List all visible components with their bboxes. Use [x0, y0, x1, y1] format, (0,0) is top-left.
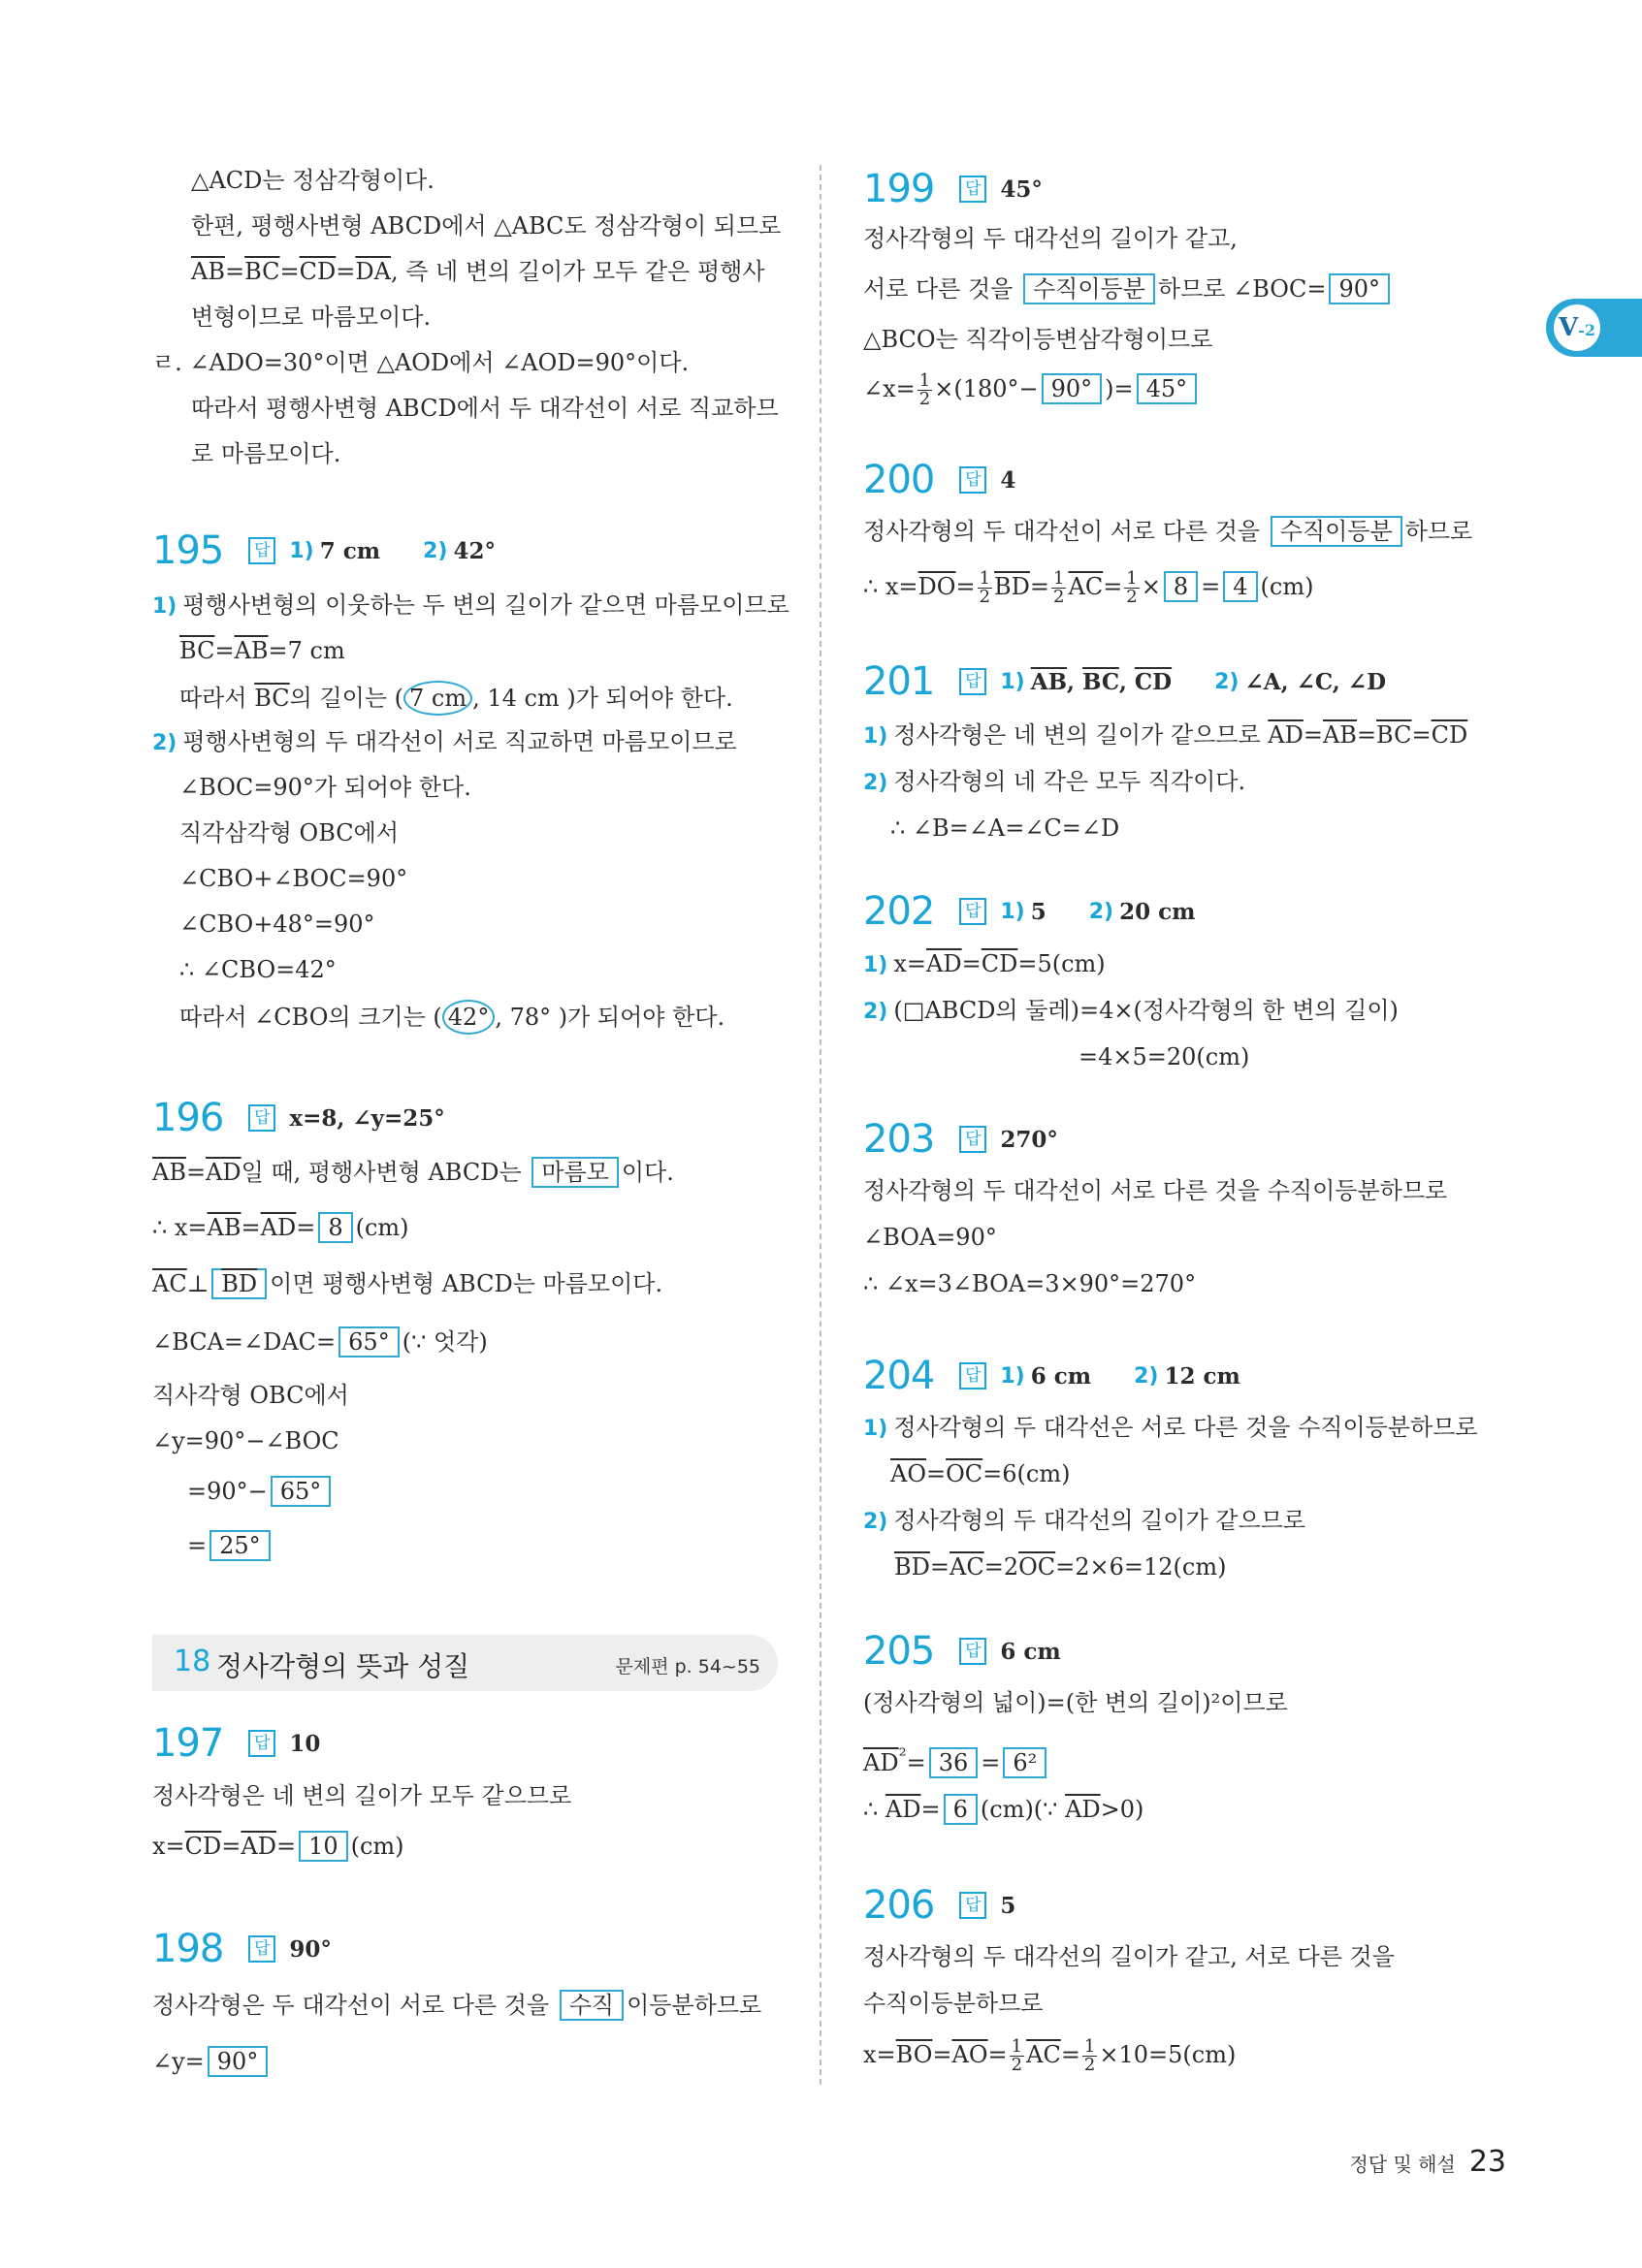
answer: ∠A, ∠C, ∠D [1244, 668, 1387, 695]
numerator: 1 [1053, 568, 1065, 589]
problem-number: 200 [863, 458, 935, 502]
problem-number: 206 [863, 1883, 935, 1928]
fraction [1082, 2038, 1097, 2074]
answer: 270° [1000, 1126, 1058, 1153]
text-line: 정사각형은 네 변의 길이가 모두 같으므로 [152, 1782, 572, 1809]
problem-header [152, 528, 496, 573]
text: ∠y= [152, 2048, 205, 2075]
text: 이등분하므로 [627, 1992, 762, 2019]
sub-label: 1) [1000, 1363, 1025, 1389]
numerator: 1 [1011, 2036, 1023, 2057]
text: =6(cm) [982, 1460, 1071, 1487]
text: x= [863, 2041, 896, 2068]
answer: 7 cm [319, 537, 381, 564]
segment: $\overline{AD}$ [260, 1214, 297, 1241]
text-line: ∠CBO+∠BOC=90° [179, 865, 408, 892]
answer-box: 8 [1164, 571, 1198, 602]
numerator: 1 [1126, 568, 1138, 589]
chapter-tab-label [1554, 304, 1600, 351]
segment: $\overline{AC}$ [1026, 2041, 1061, 2068]
fraction [1124, 570, 1139, 606]
fraction [978, 570, 992, 606]
text: ∴ x= [863, 573, 918, 600]
text: =2 [983, 1553, 1019, 1581]
text: 정사각형은 네 변의 길이가 같으므로 [893, 721, 1269, 749]
column-divider [820, 165, 821, 2085]
text-line: ∠y=90°−∠BOC [152, 1427, 339, 1454]
answer: 5 [1030, 898, 1046, 925]
denominator: 2 [1011, 2055, 1023, 2075]
text: 평행사변형의 두 대각선이 서로 직교하면 마름모이므로 [182, 728, 737, 755]
problem-number: 198 [152, 1927, 224, 1971]
answer-box: 수직이등분 [1023, 273, 1155, 304]
answer: $\overline{AB}$, $\overline{BC}$, $\overline{CD}$ [1030, 668, 1173, 695]
problem-header [863, 659, 1386, 704]
segment: $\overline{AD}$ [1065, 1796, 1101, 1823]
segment: $\overline{CD}$ [1431, 721, 1468, 749]
answer-box: 45° [1137, 373, 1198, 404]
segment: $\overline{BO}$ [895, 2041, 933, 2068]
section-title: 정사각형의 뜻과 성질 [216, 1650, 470, 1682]
text: 따라서 [179, 685, 255, 712]
text: ×(180°− [934, 375, 1039, 402]
problem-header [863, 1629, 1061, 1674]
text-line: 1) 정사각형은 네 변의 길이가 같으므로 $\overline{AD}=\overline{AB}=\overline{BC}=\overline{CD}$ [863, 721, 1468, 749]
answer-icon: 답 [248, 1935, 275, 1963]
answer-icon: 답 [959, 466, 986, 494]
answer: 6 cm [1000, 1638, 1061, 1665]
section-page-ref: 문제편 p. 54~55 [615, 1656, 760, 1677]
answer-box: 마름모 [531, 1157, 619, 1188]
text: 일 때, 평행사변형 ABCD는 [241, 1159, 530, 1186]
text-line: ∴ ∠x=3∠BOA=3×90°=270° [863, 1270, 1197, 1297]
segment: $\overline{DO}$ [918, 573, 956, 600]
problem-number: 202 [863, 889, 935, 934]
text-line [152, 1326, 488, 1358]
text: x= [152, 1833, 185, 1860]
text-line [152, 590, 789, 623]
problem-number: 205 [863, 1629, 935, 1674]
text-line: 1) $x=\overline{AD}=\overline{CD}=5(cm)$ [863, 950, 1106, 977]
perp-symbol: ⊥ [186, 1270, 209, 1297]
answer-box: 90° [208, 2046, 269, 2077]
segment: $\overline{AO}$ [890, 1460, 927, 1487]
text-line: △BCO는 직각이등변삼각형이므로 [863, 326, 1213, 353]
problem-header [152, 1927, 332, 1971]
segment: $\overline{AD}$ [1268, 721, 1304, 749]
denominator: 2 [1053, 587, 1065, 607]
segment: $\overline{AD}$ [241, 1833, 276, 1860]
answer: 12 cm [1164, 1362, 1240, 1390]
text: (cm) [355, 1214, 409, 1241]
segment: $\overline{AC}$ [950, 1553, 984, 1581]
answer-box: 8 [318, 1212, 352, 1243]
text: 정사각형의 두 대각선이 서로 다른 것을 [863, 518, 1268, 545]
segment: $\overline{AB}$ [191, 258, 225, 285]
text-line [863, 995, 1399, 1028]
superscript: ² [898, 1743, 907, 1767]
text: x= [893, 950, 927, 977]
answer: 90° [289, 1935, 332, 1963]
sub-label: 1) [863, 724, 888, 749]
text-line: ㄹ. ∠ADO=30°이면 △AOD에서 ∠AOD=90°이다. [152, 349, 690, 376]
answer-icon: 답 [959, 898, 986, 925]
sub-label: 1) [863, 1417, 888, 1441]
answer: x=8, ∠y=25° [289, 1104, 445, 1132]
section-number: 18 [174, 1645, 211, 1678]
segment: $\overline{AO}$ [951, 2041, 988, 2068]
chapter-tab-roman: V [1559, 313, 1579, 342]
sub-label: 2) [863, 1510, 888, 1534]
answer-box: 6 [944, 1794, 978, 1825]
text: =7 cm [268, 637, 345, 664]
text-line: ∠BOC=90°가 되어야 한다. [179, 774, 471, 801]
answer-icon: 답 [959, 1126, 986, 1153]
problem-number: 199 [863, 167, 935, 211]
answer-box: 65° [271, 1476, 332, 1507]
text: ∴ x= [152, 1214, 208, 1241]
sub-label: 2) [1134, 1363, 1159, 1389]
segment: $\overline{CD}$ [184, 1833, 222, 1860]
sub-label: 2) [1088, 899, 1114, 924]
text-line: ∴ ∠B=∠A=∠C=∠D [890, 815, 1120, 842]
sub-label: 2) [863, 1000, 888, 1024]
problem-number: 201 [863, 659, 935, 704]
text: 이다. [621, 1159, 674, 1186]
text: >0) [1100, 1796, 1144, 1823]
text-line [152, 2046, 271, 2077]
text: × [1141, 573, 1161, 600]
segment: $\overline{AB}$ [207, 1214, 241, 1241]
answer-box: 수직이등분 [1271, 516, 1402, 547]
segment: $\overline{AC}$ [1068, 573, 1104, 600]
text-line: ∴ ∠CBO=42° [179, 956, 337, 983]
segment: $\overline{DA}$ [355, 258, 391, 285]
sub-label: 2) [152, 731, 177, 755]
numerator: 1 [1083, 2036, 1096, 2057]
fraction [1051, 570, 1066, 606]
answer-box: 4 [1223, 571, 1257, 602]
text-line [863, 766, 1245, 799]
text-line: 따라서 평행사변형 ABCD에서 두 대각선이 서로 직교하므 [191, 395, 779, 422]
answer-icon: 답 [959, 1638, 986, 1665]
text-line: (정사각형의 넓이)=(한 변의 길이)²이므로 [863, 1689, 1288, 1716]
segment: $\overline{BC}$ [254, 685, 290, 712]
text: , 14 cm )가 되어야 한다. [472, 685, 733, 712]
text-line [187, 1476, 334, 1507]
text-line: ∴ $x=\overline{DO}=$ $\frac{1}{2}$ $\overline{BD}=$ $\frac{1}{2}$ $\overline{AC}=$ $\frac{1}{2}$ × 8 = 4 (cm) [863, 568, 1314, 607]
segment: $\overline{AC}$ [152, 1270, 187, 1297]
fraction [918, 372, 932, 408]
problem-header [863, 458, 1015, 502]
page-footer [1349, 2145, 1506, 2179]
answer: 45° [1000, 176, 1043, 203]
fraction [1010, 2038, 1024, 2074]
answer: 4 [1000, 466, 1016, 494]
problem-header [863, 1354, 1240, 1398]
text: 서로 다른 것을 [863, 275, 1020, 303]
text-line: 로 마름모이다. [191, 440, 341, 467]
answer: 5 [1000, 1892, 1016, 1919]
text-line: 정사각형의 두 대각선의 길이가 같고, 서로 다른 것을 [863, 1943, 1395, 1970]
text: ∠BCA=∠DAC= [152, 1328, 337, 1356]
segment: $\overline{AD}$ [863, 1749, 899, 1776]
text-line: △ACD는 정삼각형이다. [191, 167, 435, 194]
page-number: 23 [1468, 2145, 1506, 2179]
answer-icon: 답 [248, 1730, 275, 1757]
text: 하므로 ∠BOC= [1157, 275, 1327, 303]
answer-icon: 답 [959, 1892, 986, 1919]
denominator: 2 [918, 389, 931, 409]
chapter-tab-sub: -2 [1578, 321, 1595, 339]
segment: $\overline{AB}$ [234, 637, 269, 664]
answer-icon: 답 [248, 537, 275, 564]
text: 정사각형은 두 대각선이 서로 다른 것을 [152, 1992, 557, 2019]
text: 평행사변형의 이웃하는 두 변의 길이가 같으면 마름모이므로 [182, 591, 789, 619]
answer-icon: 답 [959, 176, 986, 203]
text: (□ABCD의 둘레)=4×(정사각형의 한 변의 길이) [893, 997, 1399, 1024]
footer-label: 정답 및 해설 [1349, 2153, 1456, 2176]
text: 따라서 ∠CBO의 크기는 ( [179, 1004, 442, 1031]
sub-label: 1) [1000, 669, 1025, 694]
problem-number: 195 [152, 528, 224, 573]
text-line: =4×5=20(cm) [1079, 1043, 1250, 1070]
sub-label: 1) [1000, 899, 1025, 924]
segment: $\overline{BC}$ [179, 637, 215, 664]
text: 정사각형의 두 대각선의 길이가 같으므로 [893, 1507, 1306, 1534]
text: , 즉 네 변의 길이가 모두 같은 평행사 [390, 258, 765, 285]
segment: $\overline{BC}$ [1376, 721, 1412, 749]
text-line: ∠CBO+48°=90° [179, 910, 375, 938]
text-line: 변형이므로 마름모이다. [191, 303, 432, 331]
text: ×10=5(cm) [1099, 2041, 1237, 2068]
answer-box: $\overline{BD}$ [211, 1268, 267, 1299]
text-line: $\overline{AB}=\overline{AD}$일 때, 평행사변형 ABCD는 마름모 이다. [152, 1159, 674, 1186]
segment: $\overline{BC}$ [1082, 668, 1119, 695]
text-line [187, 1530, 274, 1561]
text-line [863, 516, 1472, 547]
text-line: ∴ $\overline{AD}= 6$ (cm)(∵ $\overline{AD}>0$) [863, 1796, 1144, 1823]
answer-box: 65° [338, 1326, 400, 1358]
text-line [179, 1000, 724, 1035]
problem-header [863, 889, 1195, 934]
problem-header [863, 167, 1043, 211]
numerator: 1 [918, 370, 931, 391]
segment: $\overline{CD}$ [981, 950, 1018, 977]
problem-number: 203 [863, 1117, 935, 1162]
segment: $\overline{AB}$ [1030, 668, 1068, 695]
segment: $\overline{AB}$ [1322, 721, 1357, 749]
answer-box: 10 [299, 1831, 348, 1862]
answer-box: 25° [209, 1530, 271, 1561]
sub-label: 1) [289, 538, 314, 563]
text-line: $\overline{AB}=\overline{BC}=\overline{CD}=\overline{DA}$, 즉 네 변의 길이가 모두 같은 평행사 [191, 258, 765, 285]
text: =2×6=12(cm) [1055, 1553, 1227, 1581]
text-line: ∴ $x=\overline{AB}=\overline{AD}= 8$ (cm) [152, 1214, 409, 1241]
text: =90°− [187, 1478, 268, 1505]
sub-label: 2) [863, 771, 888, 795]
segment: $\overline{OC}$ [1018, 1553, 1056, 1581]
segment: $\overline{CD}$ [1134, 668, 1173, 695]
text: = [187, 1532, 208, 1559]
problem-number: 204 [863, 1354, 935, 1398]
segment: $\overline{BD}$ [894, 1553, 930, 1581]
answer-icon: 답 [959, 1362, 986, 1390]
sub-label: 1) [152, 594, 177, 619]
answer: 10 [289, 1730, 321, 1757]
answer-box: 90° [1042, 373, 1103, 404]
text-line: 직사각형 OBC에서 [152, 1382, 349, 1409]
sub-label: 2) [1214, 669, 1240, 694]
segment: $\overline{CD}$ [299, 258, 337, 285]
text-line: $\overline{BC}=\overline{AB}=7$ cm [179, 637, 345, 664]
text-line [863, 1505, 1305, 1538]
text: 하므로 [1404, 518, 1473, 545]
answer-icon: 답 [248, 1104, 275, 1132]
text-line [179, 681, 733, 716]
answer: 42° [453, 537, 496, 564]
sub-label: 1) [863, 953, 888, 977]
text: )= [1105, 375, 1134, 402]
answer-box: 수직 [560, 1990, 624, 2021]
segment: $\overline{BD}$ [994, 573, 1030, 600]
answer-box: 90° [1329, 273, 1390, 304]
text-line: $x=\overline{CD}=\overline{AD}= 10$ (cm) [152, 1833, 404, 1860]
segment: $\overline{AD}$ [206, 1159, 241, 1186]
text: 의 길이는 ( [289, 685, 403, 712]
denominator: 2 [979, 587, 991, 607]
text-line: ∠BOA=90° [863, 1224, 997, 1251]
text: 이면 평행사변형 ABCD는 마름모이다. [270, 1270, 663, 1297]
denominator: 2 [1126, 587, 1138, 607]
text-line: 한편, 평행사변형 ABCD에서 △ABC도 정삼각형이 되므로 [191, 212, 782, 240]
text: (cm)(∵ [980, 1796, 1066, 1823]
text: (cm) [1260, 573, 1314, 600]
answer: 6 cm [1030, 1362, 1092, 1390]
text: (∵ 엇각) [402, 1328, 488, 1356]
text-line: $\overline{BD}=\overline{AC}=2\overline{OC}=2\times 6=12(cm)$ [894, 1553, 1227, 1581]
text: ∴ [863, 1796, 885, 1823]
answer-icon: 답 [959, 668, 986, 695]
text: , 78° )가 되어야 한다. [495, 1004, 725, 1031]
problem-header [863, 1117, 1058, 1162]
answer-box: 6² [1003, 1747, 1046, 1778]
circled-choice: 42° [442, 1000, 496, 1035]
segment: $\overline{AD}$ [926, 950, 962, 977]
chapter-tab [1546, 299, 1642, 357]
problem-header [152, 1096, 445, 1140]
segment: $\overline{AD}$ [885, 1796, 921, 1823]
answer: 20 cm [1119, 898, 1196, 925]
segment: $\overline{BC}$ [244, 258, 280, 285]
text-line [152, 726, 737, 759]
text-line [863, 1412, 1478, 1445]
text: (cm) [350, 1833, 404, 1860]
text-line: $\overline{AD}^{^2}= 36 = 6^2$ [863, 1740, 1049, 1778]
segment: $\overline{OC}$ [946, 1460, 983, 1487]
answer-box: 36 [929, 1747, 979, 1778]
section-header [152, 1635, 778, 1691]
text-line: $\overline{AO}=\overline{OC}=6(cm)$ [890, 1460, 1071, 1487]
problem-header [152, 1721, 320, 1766]
text-line [863, 372, 1200, 408]
text: 정사각형의 네 각은 모두 직각이다. [893, 768, 1246, 795]
denominator: 2 [1083, 2055, 1096, 2075]
text-line [152, 1268, 662, 1299]
text-line [863, 273, 1393, 304]
segment: $\overline{AB}$ [152, 1159, 186, 1186]
text: ∠x= [863, 375, 916, 402]
problem-number: 196 [152, 1096, 224, 1140]
problem-header [863, 1883, 1015, 1928]
numerator: 1 [979, 568, 991, 589]
circled-choice: 7 cm [403, 681, 472, 716]
sub-label: 2) [423, 538, 448, 563]
text-line: 정사각형의 두 대각선의 길이가 같고, [863, 225, 1238, 252]
problem-number: 197 [152, 1721, 224, 1766]
text-line: $x=\overline{BO}=\overline{AO}=$ $\frac{1}{2}$ $\overline{AC}=$ $\frac{1}{2}$ ×10=5(cm) [863, 2036, 1237, 2075]
text: =5(cm) [1017, 950, 1106, 977]
text-line: 직각삼각형 OBC에서 [179, 819, 400, 847]
text-line: 수직이등분하므로 [863, 1990, 1044, 2017]
text-line [152, 1990, 761, 2021]
text: 정사각형의 두 대각선은 서로 다른 것을 수직이등분하므로 [893, 1414, 1478, 1441]
text-line: 정사각형의 두 대각선이 서로 다른 것을 수직이등분하므로 [863, 1177, 1448, 1204]
